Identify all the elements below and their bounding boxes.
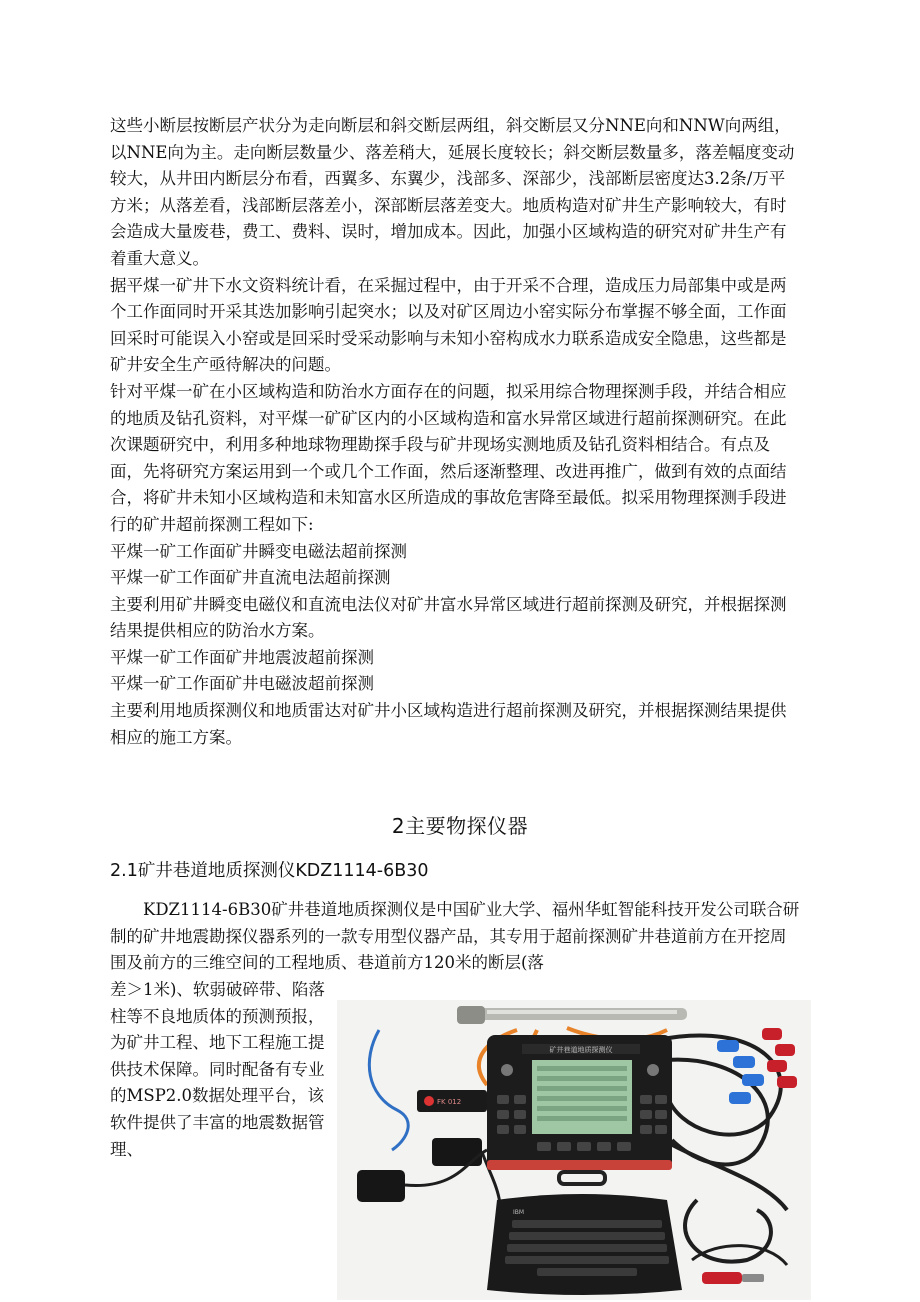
paragraph-structure-method: 主要利用地质探测仪和地质雷达对矿井小区域构造进行超前探测及研究，并根据探测结果提供相应的施工方案。 [110, 701, 787, 747]
power-plug [357, 1170, 405, 1202]
list-item-seismic: 平煤一矿工作面矿井地震波超前探测 [110, 647, 374, 667]
subsection-heading: 2.1矿井巷道地质探测仪KDZ1114-6B30 [110, 861, 429, 881]
adapter-label: FK 012 [437, 1098, 462, 1106]
paragraph-fault-description: 这些小断层按断层产状分为走向断层和斜交断层两组，斜交断层又分NNE向和NNW向两组，以NNE向为主。走向断层数量少、落差稍大，延展长度较长；斜交断层数量多，落差幅度变动较大，从井田内断层分布看，西翼多、东翼少，浅部多、深部少，浅部断层密度达3.2条/万平方米；从落差看，浅部断层落差小，深部断层落差变大。地质构造对矿井生产影响较大，有时会造成大量废巷，费工、费料、误时，增加成本。因此，加强小区域构造的研究对矿井生产有着重大意义。 [110, 116, 795, 268]
instrument-case [487, 1035, 672, 1184]
section-heading: 2主要物探仪器 [391, 814, 529, 838]
right-connector [647, 1064, 659, 1076]
power-adapter [432, 1138, 482, 1166]
list-item-dc-resistivity: 平煤一矿工作面矿井直流电法超前探测 [110, 568, 391, 588]
list-item-transient-em: 平煤一矿工作面矿井瞬变电磁法超前探测 [110, 541, 407, 561]
wrapped-side-text: 差＞1米)、软弱破碎带、陷落柱等不良地质体的预测预报，为矿井工程、地下工程施工提供技术保障。同时配备有专业的MSP2.0数据处理平台，该软件提供了丰富的地震数据管理、 [110, 980, 325, 1159]
paragraph-exploration-plan: 针对平煤一矿在小区域构造和防治水方面存在的问题，拟采用综合物理探测手段，并结合相应的地质及钻孔资料，对平煤一矿矿区内的小区域构造和富水异常区域进行超前探测研究。在此次课题研究中，利用多种地球物理勘探手段与矿井现场实测地质及钻孔资料相结合。有点及面，先将研究方案运用到一个或几个工作面，然后逐渐整理、改进再推广，做到有效的点面结合，将矿井未知小区域构造和未知富水区所造成的事故危害降至最低。拟采用物理探测手段进行的矿井超前探测工程如下: [110, 381, 787, 534]
device-photo-illustration [337, 1000, 811, 1300]
list-item-em-wave: 平煤一矿工作面矿井电磁波超前探测 [110, 674, 374, 694]
keyboard [487, 1194, 682, 1295]
adapter-box [417, 1090, 487, 1112]
paragraph-water-method: 主要利用矿井瞬变电磁仪和直流电法仪对矿井富水异常区域进行超前探测及研究，并根据探测结果提供相应的防治水方案。 [110, 594, 787, 641]
device-screen-title: 矿井巷道地质探测仪 [549, 1046, 613, 1054]
left-connector [501, 1064, 513, 1076]
red-clip [702, 1272, 742, 1284]
keyboard-brand: IBM [513, 1209, 525, 1216]
body-text [110, 113, 800, 751]
device-photo [337, 1000, 811, 1300]
intro-paragraph: KDZ1114-6B30矿井巷道地质探测仪是中国矿业大学、福州华虹智能科技开发公司联合研制的矿井地震勘探仪器系列的一款专用型仪器产品，其专用于超前探测矿井巷道前方在开挖周围及前方的三维空间的工程地质、巷道前方120米的断层(落 [110, 900, 800, 973]
paragraph-hydrology: 据平煤一矿井下水文资料统计看，在采掘过程中，由于开采不合理，造成压力局部集中或是两个工作面同时开采其迭加影响引起突水；以及对矿区周边小窑实际分布掌握不够全面，工作面回采时可能误入小窑或是回采时受采动影响与未知小窑构成水力联系造成安全隐患，这些都是矿井安全生产亟待解决的问题。 [110, 275, 787, 375]
